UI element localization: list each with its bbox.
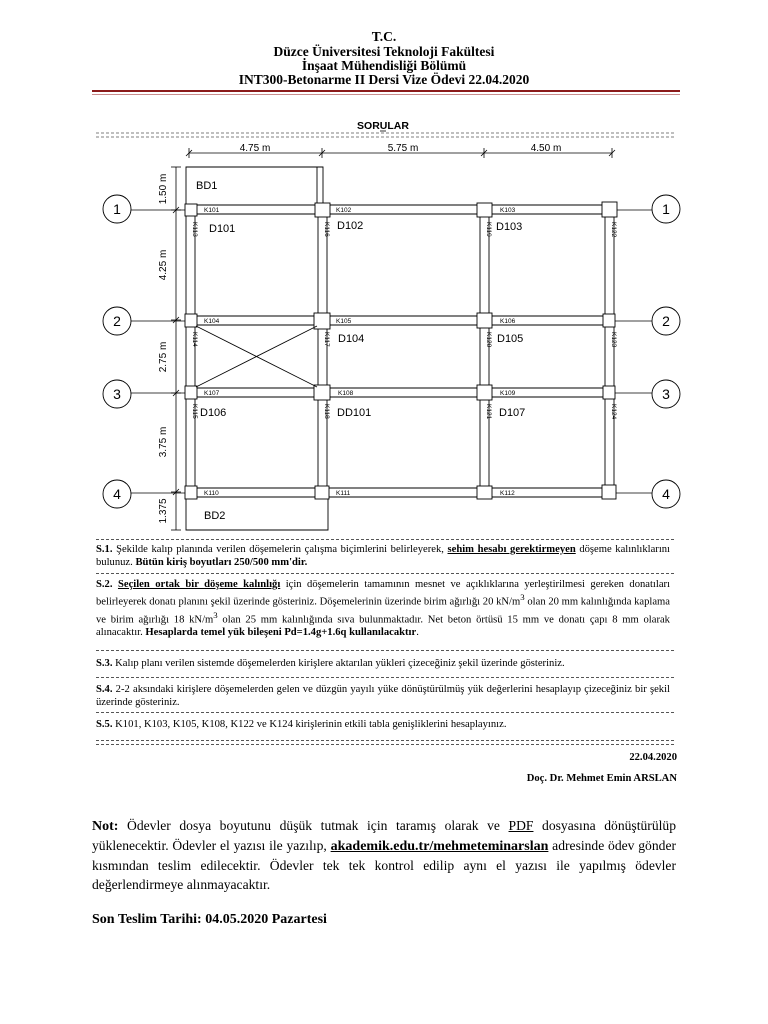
- question-2: S.2. Seçilen ortak bir döşeme kalınlığı için döşemelerin tamamının mesnet ve açıklıklarına yerleştirilmesi gereken donatıları belirleyerek donatı planını şekil üzerinde gösteriniz. Döşemelerinin üzerinde birim ağırlığı 20 $kN/m^3$ olan 20 mm kalınlığında kaplama ve birim ağırlığı 18 $kN/m^3$ olan 25 mm kalınlığında sıva bulunmaktadır. Net beton örtüsü 15 mm ve donatı çapı 8 mm olarak alınacaktır. Hesaplarda temel yük bileşeni Pd=1.4g+1.6q kullanılacaktır.: [96, 579, 670, 639]
- horizontal-beams: [186, 205, 614, 497]
- cantilever-outlines: [186, 167, 328, 530]
- opening-cross: [196, 326, 317, 387]
- axis-label-2-right: 2: [662, 313, 670, 329]
- beam-label: K110: [204, 490, 219, 497]
- header-line-department: İnşaat Mühendisliği Bölümü: [301, 58, 467, 73]
- beam-label: K105: [336, 318, 352, 325]
- pdf-text: PDF: [508, 818, 534, 833]
- section-title: SORULAR: [357, 120, 409, 132]
- left-dimension-line: [171, 167, 181, 530]
- axis-label-2-left: 2: [113, 313, 121, 329]
- axis-label-4-left: 4: [113, 486, 121, 502]
- website-link[interactable]: akademik.edu.tr/mehmeteminarslan: [330, 839, 549, 854]
- beam-label: K108: [338, 390, 354, 397]
- beam-label: K101: [204, 207, 220, 214]
- signature-date: 22.04.2020: [629, 752, 677, 763]
- header-line-1: T.C.: [371, 29, 397, 44]
- slab-label: D104: [338, 333, 365, 345]
- beam-label: K114: [191, 332, 198, 347]
- question-3: S.3. Kalıp planı verilen sistemde döşemelerden kirişlere aktarılan yükleri çizeceğiniz şekil üzerinde gösteriniz.: [96, 658, 565, 669]
- question-5: S.5. K101, K103, K105, K108, K122 ve K124 kirişlerinin etkili tabla genişliklerini hesaplayınız.: [96, 719, 507, 730]
- beam-label: K121: [485, 404, 492, 420]
- signature-name: Doç. Dr. Mehmet Emin ARSLAN: [526, 773, 677, 784]
- axis-lines: [131, 210, 653, 493]
- note-label: Not:: [92, 819, 119, 834]
- axis-label-1-right: 1: [662, 201, 670, 217]
- dim-side-1: 1.50 m: [158, 173, 169, 205]
- beam-label: K111: [336, 490, 351, 497]
- beam-label: K102: [336, 207, 352, 214]
- question-separator: [96, 740, 674, 741]
- beam-label: K117: [323, 332, 330, 347]
- slab-label: D102: [337, 220, 364, 232]
- slab-label: BD1: [196, 180, 218, 192]
- question-separator: [96, 712, 674, 713]
- axis-label-3-right: 3: [662, 386, 670, 402]
- dim-side-4: 3.75 m: [158, 426, 169, 458]
- slab-label: DD101: [337, 407, 372, 419]
- slab-label: D103: [496, 221, 523, 233]
- beam-label: K106: [500, 318, 516, 325]
- question-separator: [96, 539, 674, 540]
- beam-label: K123: [610, 332, 617, 348]
- question-separator: [96, 650, 674, 651]
- dim-span-3: 4.50 m: [530, 143, 562, 154]
- dim-side-3: 2.75 m: [158, 341, 169, 373]
- dim-span-2: 5.75 m: [387, 143, 419, 154]
- slab-label: D106: [200, 407, 227, 419]
- axis-bubbles: [103, 195, 680, 508]
- dim-span-1: 4.75 m: [239, 143, 271, 154]
- beam-label: K115: [191, 404, 198, 419]
- axis-label-4-right: 4: [662, 486, 670, 502]
- question-separator: [96, 744, 674, 745]
- beam-label: K118: [323, 404, 330, 419]
- header-line-course: INT300-Betonarme II Dersi Vize Ödevi 22.04.2020: [238, 72, 530, 87]
- dim-side-2: 4.25 m: [158, 249, 169, 281]
- slab-label: D105: [497, 333, 524, 345]
- slab-label: D107: [499, 407, 526, 419]
- slab-label: BD2: [204, 510, 226, 522]
- header-line-university: Düzce Üniversitesi Teknoloji Fakültesi: [273, 44, 495, 59]
- beam-label: K124: [610, 404, 617, 420]
- dim-side-5: 1.375: [158, 498, 169, 524]
- beam-label: K112: [500, 490, 515, 497]
- beam-label: K109: [500, 390, 516, 397]
- beam-label: K122: [610, 222, 617, 238]
- beam-label: K116: [323, 222, 330, 237]
- beam-label: K103: [500, 207, 516, 214]
- beam-label: K104: [204, 318, 220, 325]
- beam-label: K119: [485, 222, 492, 237]
- vertical-beams: [186, 205, 614, 497]
- deadline: Son Teslim Tarihi: 04.05.2020 Pazartesi: [92, 912, 327, 927]
- slab-label: D101: [209, 223, 236, 235]
- beam-label: K107: [204, 390, 220, 397]
- question-1: S.1. Şekilde kalıp planında verilen döşemelerin çalışma biçimlerini belirleyerek, sehim hesabı gerektirmeyen döşeme kalınlıklarını bulunuz. Bütün kiriş boyutları 250/500 mm'dir.: [96, 544, 670, 568]
- question-4: S.4. 2-2 aksındaki kirişlere döşemelerden gelen ve düzgün yayılı yüke dönüştürülmüş yük değerlerini hesaplayıp çizeceğiniz bir şekil üzerinde gösteriniz.: [96, 684, 670, 708]
- question-separator: [96, 573, 674, 574]
- columns: [185, 202, 617, 499]
- submission-note: Not: Ödevler dosya boyutunu düşük tutmak için taramış olarak ve PDF dosyasına dönüştürülüp yüklenecektir. Ödevler el yazısı ile yazılıp, akademik.edu.tr/mehmeteminarslan adresinde ödev gönder kısmından teslim edilecektir. Ödevler tek tek kontrol edilip aynı el yazısı ile yapılmış ödevler değerlendirmeye alınmayacaktır.: [92, 818, 677, 892]
- axis-label-1-left: 1: [113, 201, 121, 217]
- beam-label: K120: [485, 332, 492, 348]
- question-separator: [96, 677, 674, 678]
- beam-label: K113: [191, 222, 198, 237]
- axis-label-3-left: 3: [113, 386, 121, 402]
